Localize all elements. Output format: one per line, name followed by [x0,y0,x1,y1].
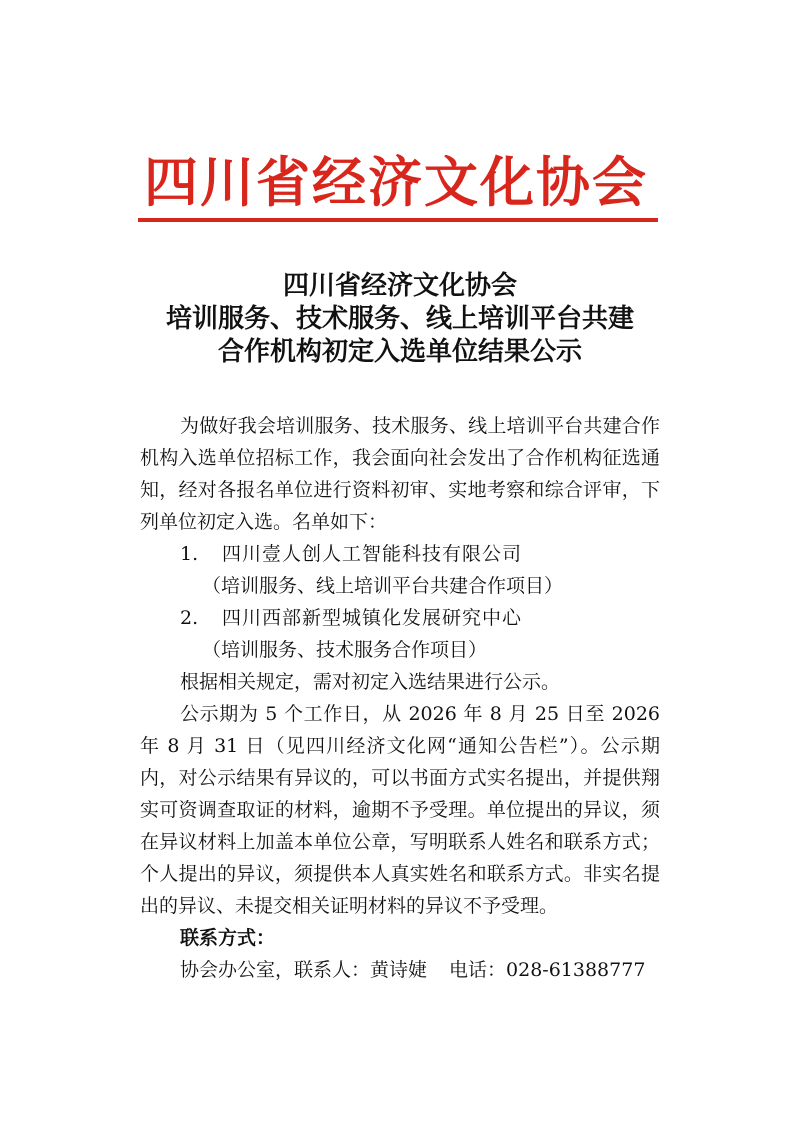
unit-name: 四川壹人创人工智能科技有限公司 [222,543,523,565]
unit-note: （培训服务、线上培训平台共建合作项目） [202,575,564,597]
unit-note: （培训服务、技术服务合作项目） [202,639,488,661]
document-body [140,410,660,986]
title-line-3: 合作机构初定入选单位结果公示 [217,337,582,367]
unit-number: 2. [180,607,199,629]
unit-name: 四川西部新型城镇化发展研究中心 [222,607,523,629]
unit-number: 1. [180,543,199,565]
contact-line [140,954,660,986]
unit-item-1 [140,538,660,570]
publicity-detail: 公示期为 5 个工作日，从 2026 年 8 月 25 日至 2026 年 8 月 31 日（见四川经济文化网“通知公告栏”）。公示期内，对公示结果有异议的，可以书面方式实名提出，并提供翔实可资调查取证的材料，逾期不予受理。单位提出的异议，须在异议材料上加盖本单位公章，写明联系人姓名和联系方式；个人提出的异议，须提供本人真实姓名和联系方式。非实名提出的异议、未提交相关证明材料的异议不予受理。 [140,703,660,917]
intro-paragraph: 为做好我会培训服务、技术服务、线上培训平台共建合作机构入选单位招标工作，我会面向社会发出了合作机构征选通知，经对各报名单位进行资料初审、实地考察和综合评审，下列单位初定入选。名单如下： [140,415,660,533]
unit-item-2 [140,602,660,634]
contact-phone: 电话：028-61388777 [449,959,646,981]
title-line-1: 四川省经济文化协会 [282,271,517,301]
letterhead-org-name: 四川省经济文化协会 [144,150,648,214]
letterhead-red-rule [138,218,658,222]
contact-person: 协会办公室，联系人：黄诗婕 [180,959,428,981]
publicity-intro: 根据相关规定，需对初定入选结果进行公示。 [180,671,561,693]
document-title [100,270,700,369]
contact-label: 联系方式： [180,927,276,949]
title-line-2: 培训服务、技术服务、线上培训平台共建 [165,304,634,334]
